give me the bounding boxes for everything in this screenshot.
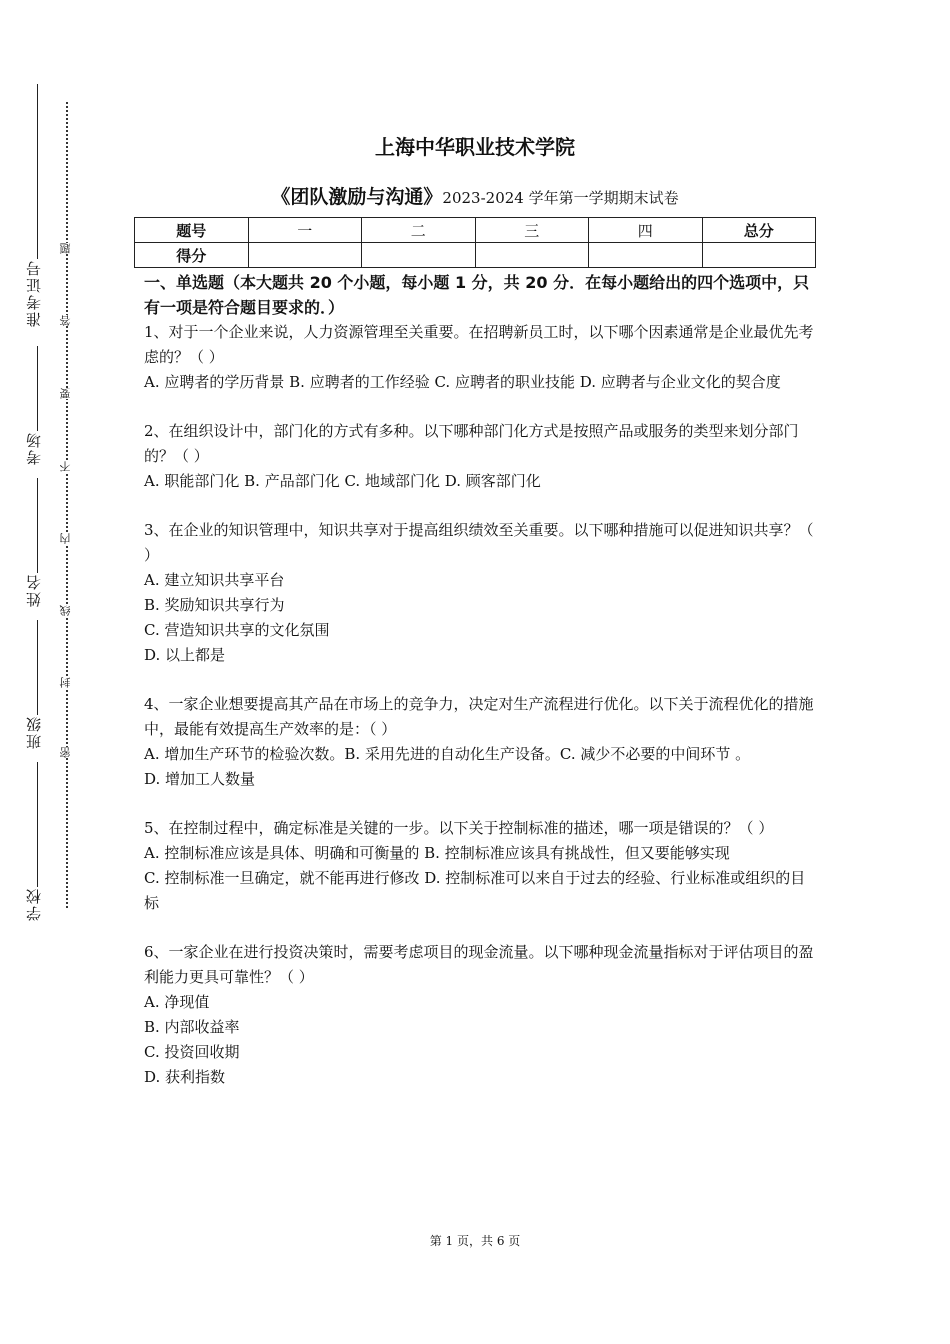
binding-rule <box>37 762 38 887</box>
question-option: C. 营造知识共享的文化氛围 <box>144 621 330 639</box>
score-cell <box>248 243 362 268</box>
score-cell <box>702 243 816 268</box>
score-table <box>134 217 816 268</box>
question-4 <box>144 692 818 792</box>
exam-content <box>144 270 818 1090</box>
question-option: A. 建立知识共享平台 <box>144 571 285 589</box>
question-stem: 6、一家企业在进行投资决策时，需要考虑项目的现金流量。以下哪种现金流量指标对于评估项目的盈利能力更具可靠性？（ ） <box>144 943 814 986</box>
score-cell <box>362 243 476 268</box>
question-option: A. 应聘者的学历背景 B. 应聘者的工作经验 C. 应聘者的职业技能 D. 应聘者与企业文化的契合度 <box>144 373 781 391</box>
question-option: A. 控制标准应该是具体、明确和可衡量的 B. 控制标准应该具有挑战性，但又要能够实现 <box>144 844 730 862</box>
question-5 <box>144 816 818 916</box>
seal-char: 密 <box>59 747 75 758</box>
score-header-cell: 题号 <box>135 218 249 243</box>
field-exam-number <box>18 259 48 327</box>
question-option: D. 以上都是 <box>144 646 226 664</box>
question-stem: 4、一家企业想要提高其产品在市场上的竞争力，决定对生产流程进行优化。以下关于流程优化的措施中，最能有效提高生产效率的是：（ ） <box>144 695 814 738</box>
question-1 <box>144 320 818 395</box>
question-option: A. 净现值 <box>144 993 210 1011</box>
question-option: D. 增加工人数量 <box>144 770 256 788</box>
score-cell <box>475 243 589 268</box>
score-header-cell: 一 <box>248 218 362 243</box>
seal-char: 题 <box>59 243 75 254</box>
score-header-cell: 二 <box>362 218 476 243</box>
school-name: 上海中华职业技术学院 <box>375 135 575 159</box>
question-stem: 5、在控制过程中，确定标准是关键的一步。以下关于控制标准的描述，哪一项是错误的？（ ） <box>144 819 774 837</box>
field-label: 姓名 <box>24 573 43 607</box>
term-label: 2023-2024 学年第一学期期末试卷 <box>442 189 679 207</box>
seal-char: 要 <box>59 388 75 399</box>
seal-dotted-line <box>66 102 68 908</box>
field-school <box>18 887 48 921</box>
question-6 <box>144 940 818 1090</box>
score-header-cell: 四 <box>589 218 703 243</box>
binding-rule <box>37 346 38 431</box>
score-value-row <box>135 243 816 268</box>
seal-char: 答 <box>59 315 75 326</box>
field-label: 班级 <box>24 715 43 749</box>
question-option: B. 内部收益率 <box>144 1018 240 1036</box>
section-title: 一、单选题（本大题共 20 个小题，每小题 1 分，共 20 分．在每小题给出的四个选项中，只有一项是符合题目要求的．） <box>144 273 810 317</box>
seal-char: 内 <box>59 533 75 544</box>
exam-title <box>0 182 950 209</box>
question-3 <box>144 518 818 668</box>
question-option: A. 增加生产环节的检验次数。B. 采用先进的自动化生产设备。C. 减少不必要的中间环节 。 <box>144 745 751 763</box>
question-stem: 1、对于一个企业来说，人力资源管理至关重要。在招聘新员工时，以下哪个因素通常是企业最优先考虑的？（ ） <box>144 323 814 366</box>
question-option: A. 职能部门化 B. 产品部门化 C. 地域部门化 D. 顾客部门化 <box>144 472 541 490</box>
question-option: B. 奖励知识共享行为 <box>144 596 285 614</box>
question-2 <box>144 419 818 494</box>
question-stem: 3、在企业的知识管理中，知识共享对于提高组织绩效至关重要。以下哪种措施可以促进知识共享？（ ） <box>144 521 814 564</box>
seal-char: 不 <box>59 461 75 472</box>
field-label: 考场 <box>24 431 43 465</box>
question-stem: 2、在组织设计中，部门化的方式有多种。以下哪种部门化方式是按照产品或服务的类型来划分部门的？（ ） <box>144 422 799 465</box>
field-class <box>18 715 48 749</box>
field-exam-room <box>18 431 48 465</box>
field-name <box>18 573 48 607</box>
binding-rule <box>37 84 38 259</box>
field-label: 准考证号 <box>24 259 43 327</box>
score-cell <box>589 243 703 268</box>
page-footer: 第 1 页，共 6 页 <box>429 1234 521 1248</box>
course-name: 《团队激励与沟通》 <box>271 186 443 208</box>
seal-char: 封 <box>59 677 75 688</box>
score-row-label: 得分 <box>135 243 249 268</box>
question-option: C. 控制标准一旦确定，就不能再进行修改 D. 控制标准可以来自于过去的经验、行业标准或组织的目标 <box>144 869 806 912</box>
seal-char: 线 <box>59 605 75 616</box>
question-option: D. 获利指数 <box>144 1068 226 1086</box>
field-label: 学校 <box>24 887 43 921</box>
binding-rule <box>37 478 38 573</box>
score-header-cell: 总分 <box>702 218 816 243</box>
binding-rule <box>37 620 38 715</box>
score-header-cell: 三 <box>475 218 589 243</box>
score-header-row <box>135 218 816 243</box>
question-option: C. 投资回收期 <box>144 1043 240 1061</box>
